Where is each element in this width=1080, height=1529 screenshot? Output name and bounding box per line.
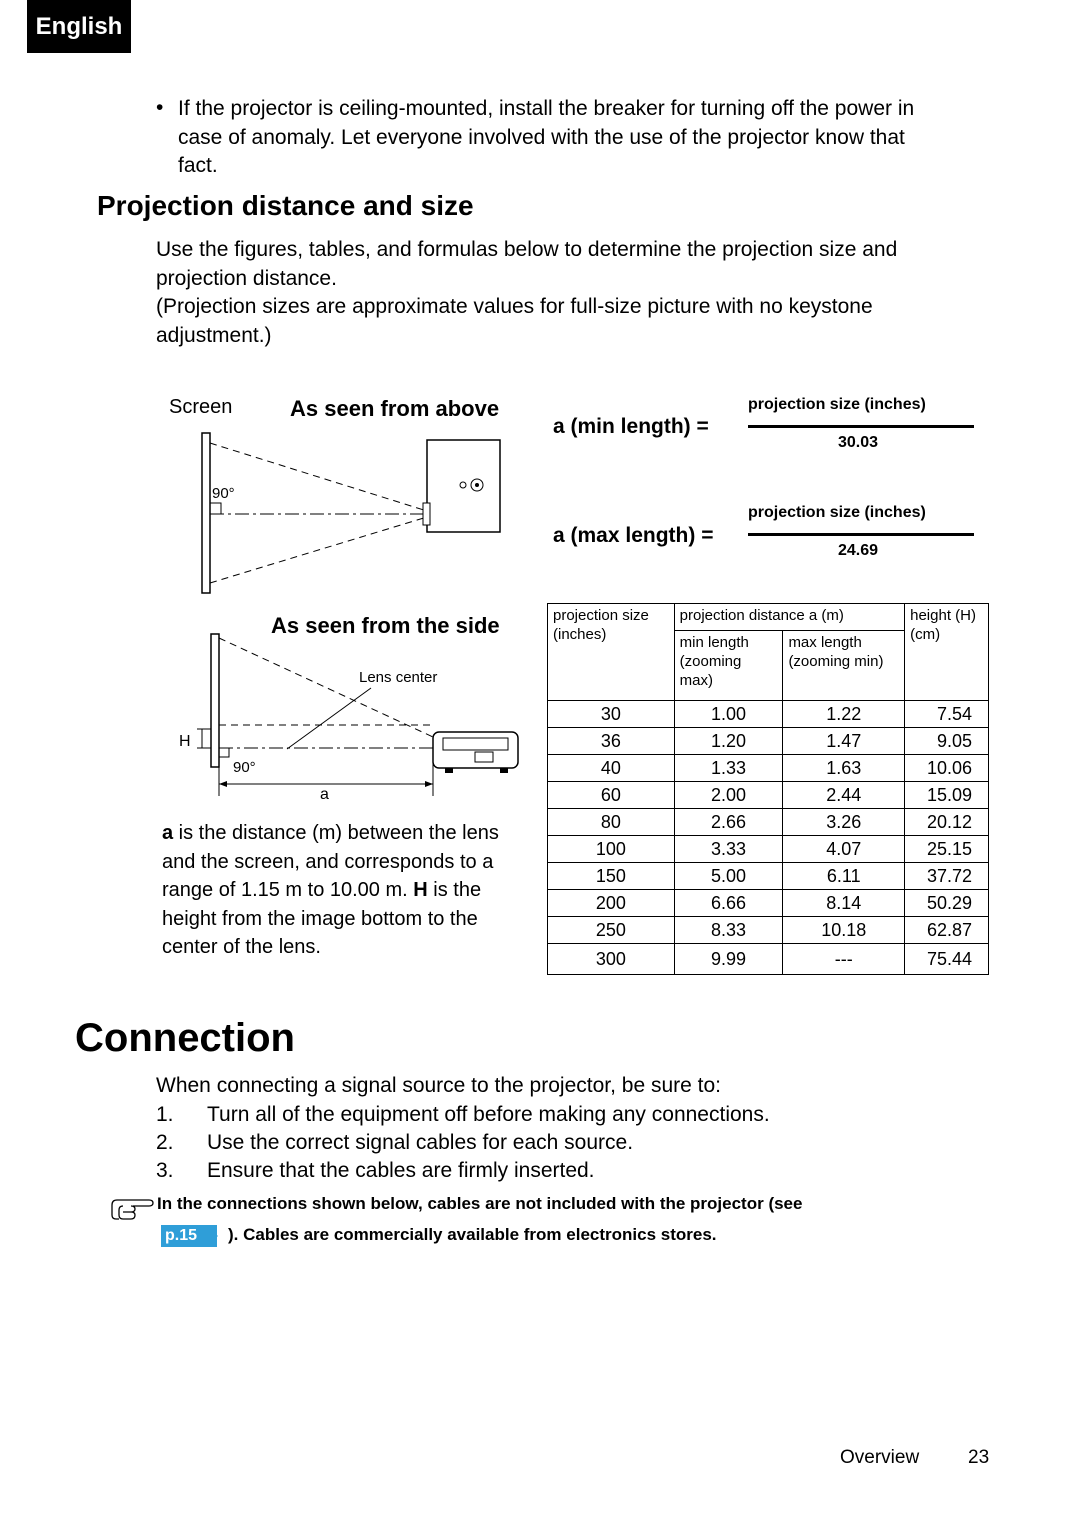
desc-text: is the distance (m) between the lens and the screen, and corresponds to a range of 1.15 m to 10.00 m.	[162, 822, 499, 901]
table-row	[548, 944, 989, 975]
step-number: 2.	[156, 1131, 174, 1154]
formula-min-fraction-bar	[748, 425, 974, 428]
table-cell: 15.09	[905, 782, 989, 809]
table-cell: 150	[548, 863, 675, 890]
table-cell: 40	[548, 755, 675, 782]
table-row	[548, 755, 989, 782]
desc-bold-h: H	[413, 879, 428, 901]
note-line: ). Cables are commercially available from electronics stores.	[228, 1225, 717, 1244]
intro-line: (Projection sizes are approximate values for full-size picture with no keystone	[156, 295, 873, 318]
table-row	[548, 701, 989, 728]
table-cell: 1.63	[783, 755, 905, 782]
bullet-line: case of anomaly. Let everyone involved with the use of the projector know that	[178, 125, 905, 149]
a-label: a	[320, 786, 329, 803]
side-view-heading: As seen from the side	[271, 613, 500, 638]
header-distance	[674, 604, 904, 631]
table-cell: ---	[783, 944, 905, 975]
table-cell: 37.72	[905, 863, 989, 890]
table-cell: 30	[548, 701, 675, 728]
table-cell: 4.07	[783, 836, 905, 863]
table-cell: 3.26	[783, 809, 905, 836]
table-cell: 5.00	[674, 863, 783, 890]
formula-min-numerator: projection size (inches)	[748, 396, 926, 413]
projection-table	[547, 603, 989, 975]
table-cell: 3.33	[674, 836, 783, 863]
header-distance-label: projection distance a (m)	[679, 607, 844, 624]
header-height: height (H) (cm)	[905, 604, 989, 701]
note-line: In the connections shown below, cables are not included with the projector (see	[157, 1194, 803, 1213]
table-cell: 1.47	[783, 728, 905, 755]
above-view-heading: As seen from above	[290, 396, 500, 421]
table-cell: 50.29	[905, 890, 989, 917]
distance-description	[162, 819, 532, 962]
side-view-diagram	[175, 632, 530, 804]
formula-max-numerator: projection size (inches)	[748, 504, 926, 521]
table-row	[548, 917, 989, 944]
formula-max-fraction-bar	[748, 533, 974, 536]
section-heading-projection: Projection distance and size	[97, 190, 474, 221]
angle-label: 90°	[212, 485, 235, 502]
step-text: Use the correct signal cables for each source.	[207, 1131, 634, 1154]
lens-center-label: Lens center	[359, 669, 438, 686]
table-cell: 2.00	[674, 782, 783, 809]
table-cell: 300	[548, 944, 675, 975]
formula-max-label: a (max length) =	[553, 524, 714, 547]
arrow-right-icon	[205, 1225, 219, 1247]
table-cell: 1.20	[674, 728, 783, 755]
formula-min-label: a (min length) =	[553, 415, 709, 438]
table-row	[548, 863, 989, 890]
table-cell: 8.33	[674, 917, 783, 944]
table-cell: 62.87	[905, 917, 989, 944]
table-cell: 8.14	[783, 890, 905, 917]
table-row	[548, 782, 989, 809]
page-number: 23	[968, 1447, 990, 1468]
formula-min-denominator: 30.03	[838, 434, 879, 451]
table-cell: 9.05	[905, 728, 989, 755]
intro-line: Use the figures, tables, and formulas below to determine the projection size and	[156, 238, 898, 261]
table-cell: 7.54	[905, 701, 989, 728]
table-cell: 25.15	[905, 836, 989, 863]
intro-line: projection distance.	[156, 266, 337, 290]
bullet-line: If the projector is ceiling-mounted, install the breaker for turning off the power in	[178, 97, 915, 120]
step-text: Turn all of the equipment off before making any connections.	[207, 1103, 770, 1126]
table-cell: 1.00	[674, 701, 783, 728]
table-header-row	[548, 604, 989, 631]
table-cell: 10.18	[783, 917, 905, 944]
h-label: H	[179, 733, 191, 750]
header-size: projection size (inches)	[548, 604, 675, 701]
above-view-diagram	[195, 425, 515, 600]
table-cell: 6.66	[674, 890, 783, 917]
angle-label: 90°	[233, 759, 256, 776]
table-row	[548, 890, 989, 917]
table-cell: 2.44	[783, 782, 905, 809]
table-cell: 250	[548, 917, 675, 944]
table-cell: 1.22	[783, 701, 905, 728]
table-cell: 9.99	[674, 944, 783, 975]
desc-text: is the height from the image bottom to the center of the lens.	[162, 879, 482, 958]
pointing-hand-icon	[109, 1195, 155, 1221]
screen-label: Screen	[169, 396, 233, 418]
table-cell: 60	[548, 782, 675, 809]
bullet-paragraph	[178, 95, 998, 181]
bullet-marker: •	[156, 96, 164, 119]
table-cell: 20.12	[905, 809, 989, 836]
header-min: min length (zooming max)	[674, 631, 783, 701]
intro-line: adjustment.)	[156, 323, 272, 347]
step-number: 3.	[156, 1159, 174, 1182]
table-cell: 1.33	[674, 755, 783, 782]
table-row	[548, 836, 989, 863]
table-cell: 6.11	[783, 863, 905, 890]
connection-intro: When connecting a signal source to the projector, be sure to:	[156, 1074, 722, 1097]
page-reference-label: p.15	[165, 1227, 198, 1244]
table-cell: 80	[548, 809, 675, 836]
table-cell: 36	[548, 728, 675, 755]
section-heading-connection: Connection	[75, 1016, 295, 1060]
step-text: Ensure that the cables are firmly inserted.	[207, 1159, 595, 1182]
table-cell: 100	[548, 836, 675, 863]
step-number: 1.	[156, 1103, 174, 1126]
bullet-line: fact.	[178, 154, 218, 177]
table-cell: 200	[548, 890, 675, 917]
formula-max-denominator: 24.69	[838, 542, 879, 559]
table-row	[548, 809, 989, 836]
header-max: max length (zooming min)	[783, 631, 905, 701]
table-cell: 10.06	[905, 755, 989, 782]
table-body	[548, 701, 989, 975]
footer-section: Overview	[840, 1447, 920, 1468]
desc-bold-a: a	[162, 822, 174, 844]
table-row	[548, 728, 989, 755]
language-tab: English	[27, 0, 131, 53]
table-cell: 75.44	[905, 944, 989, 975]
projection-intro	[156, 236, 1016, 350]
table-cell: 2.66	[674, 809, 783, 836]
